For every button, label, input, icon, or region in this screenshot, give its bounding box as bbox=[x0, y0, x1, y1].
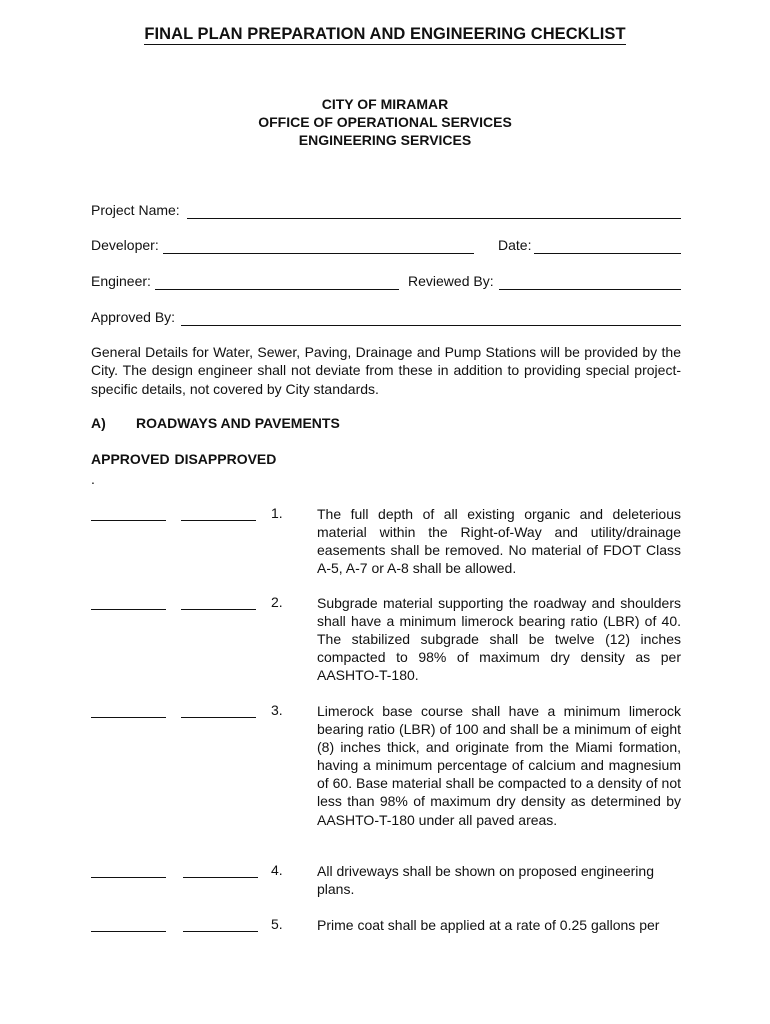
approved-by-field[interactable] bbox=[181, 325, 681, 326]
section-letter: A) bbox=[91, 415, 106, 431]
developer-date-row bbox=[91, 237, 681, 257]
project-name-field[interactable] bbox=[187, 218, 681, 219]
engineer-reviewer-row bbox=[91, 273, 681, 293]
developer-label: Developer: bbox=[91, 237, 159, 253]
approved-blank[interactable] bbox=[91, 520, 166, 521]
approved-blank[interactable] bbox=[91, 609, 166, 610]
date-field[interactable] bbox=[534, 253, 681, 254]
document-title: FINAL PLAN PREPARATION AND ENGINEERING CHECKLIST bbox=[144, 25, 626, 43]
engineer-label: Engineer: bbox=[91, 273, 151, 289]
item-text: The full depth of all existing organic and deleterious material within the Right-of-Way and utility/drainage easements shall be removed. No material of FDOT Class A-5, A-7 or A-8 shall be allowed. bbox=[317, 506, 681, 577]
disapproved-blank[interactable] bbox=[183, 931, 258, 932]
disapproved-column-header: DISAPPROVED bbox=[174, 451, 277, 467]
item-text: Prime coat shall be applied at a rate of 0.25 gallons per bbox=[317, 917, 660, 933]
org-department: ENGINEERING SERVICES bbox=[298, 132, 472, 148]
item-text: Limerock base course shall have a minimum limerock bearing ratio (LBR) of 100 and shall be a minimum of eight (8) inches thick, and originate from the Miami formation, having a minimum percentage of calcium and magnesium of 60. Base material shall be compacted to a density of not less than 98% of maximum dry density as determined by AASHTO-T-180 under all paved areas. bbox=[317, 703, 681, 828]
organization-block bbox=[0, 95, 770, 149]
item-text: Subgrade material supporting the roadway and shoulders shall have a minimum limerock bearing ratio (LBR) of 40. The stabilized subgrade shall be twelve (12) inches compacted to 98% of maximum dry density as per AASHTO-T-180. bbox=[317, 595, 681, 684]
org-city: CITY OF MIRAMAR bbox=[321, 96, 449, 112]
section-heading: ROADWAYS AND PAVEMENTS bbox=[136, 415, 340, 431]
disapproved-blank[interactable] bbox=[181, 609, 256, 610]
item-number: 1. bbox=[271, 505, 283, 521]
approved-by-label: Approved By: bbox=[91, 309, 176, 325]
disapproved-blank[interactable] bbox=[183, 877, 258, 878]
disapproved-blank[interactable] bbox=[181, 717, 256, 718]
org-office: OFFICE OF OPERATIONAL SERVICES bbox=[258, 114, 512, 130]
approved-blank[interactable] bbox=[91, 717, 166, 718]
approved-blank[interactable] bbox=[91, 931, 166, 932]
developer-field[interactable] bbox=[163, 253, 474, 254]
approved-column-header: APPROVED bbox=[91, 451, 170, 467]
stray-period: . bbox=[91, 471, 95, 487]
disapproved-blank[interactable] bbox=[181, 520, 256, 521]
date-label: Date: bbox=[498, 237, 532, 253]
reviewed-by-field[interactable] bbox=[499, 289, 681, 290]
column-headers bbox=[91, 451, 276, 467]
engineer-field[interactable] bbox=[155, 289, 399, 290]
item-number: 3. bbox=[271, 702, 283, 718]
item-text: All driveways shall be shown on proposed engineering plans. bbox=[317, 863, 654, 898]
approved-by-row bbox=[91, 309, 681, 329]
project-name-label: Project Name: bbox=[91, 202, 180, 218]
item-number: 4. bbox=[271, 862, 283, 878]
project-name-row bbox=[91, 202, 681, 222]
general-details-paragraph: General Details for Water, Sewer, Paving, Drainage and Pump Stations will be provided by the City. The design engineer shall not deviate from these in addition to providing special project-specific details, not covered by City standards. bbox=[91, 344, 681, 397]
approved-blank[interactable] bbox=[91, 877, 166, 878]
item-number: 2. bbox=[271, 594, 283, 610]
reviewed-by-label: Reviewed By: bbox=[408, 273, 494, 289]
item-number: 5. bbox=[271, 916, 283, 932]
